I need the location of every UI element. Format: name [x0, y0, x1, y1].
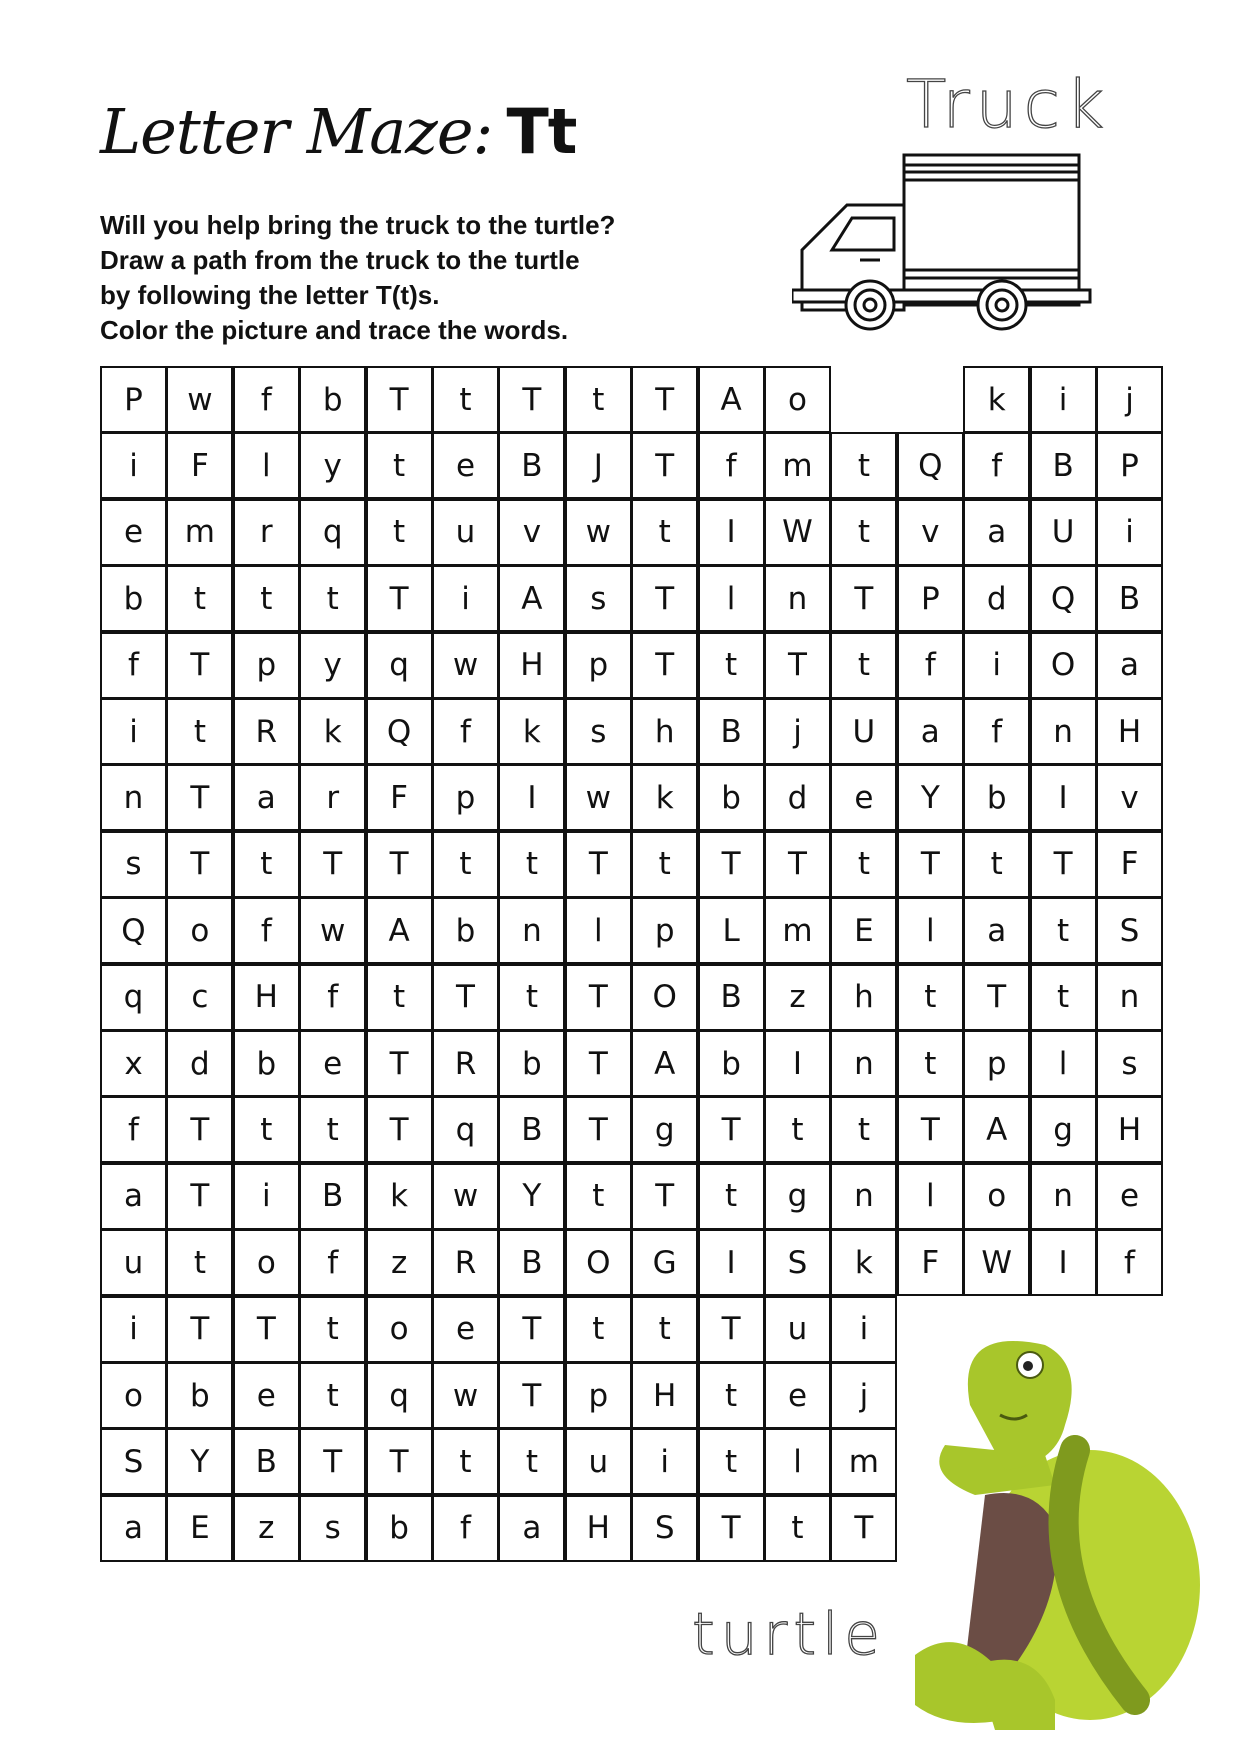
maze-cell[interactable]: t [432, 366, 499, 433]
maze-cell[interactable]: B [1030, 432, 1097, 499]
maze-cell[interactable]: A [698, 366, 765, 433]
maze-cell[interactable]: s [565, 698, 632, 765]
maze-cell[interactable]: T [565, 1030, 632, 1097]
maze-cell[interactable]: k [830, 1229, 897, 1296]
maze-cell[interactable]: S [764, 1229, 831, 1296]
title-letters: Tt [506, 95, 577, 168]
maze-cell[interactable]: U [830, 698, 897, 765]
maze-cell[interactable]: d [764, 764, 831, 831]
maze-cell[interactable]: E [830, 897, 897, 964]
maze-cell[interactable]: T [233, 1296, 300, 1363]
maze-cell[interactable]: t [366, 964, 433, 1031]
maze-cell[interactable]: t [299, 565, 366, 632]
maze-cell[interactable]: T [698, 1495, 765, 1562]
maze-cell[interactable]: l [897, 897, 964, 964]
maze-cell[interactable]: R [233, 698, 300, 765]
maze-cell[interactable]: A [498, 565, 565, 632]
maze-cell[interactable]: w [166, 366, 233, 433]
maze-cell[interactable]: l [233, 432, 300, 499]
maze-cell[interactable]: o [166, 897, 233, 964]
maze-cell[interactable]: T [565, 1096, 632, 1163]
maze-cell[interactable]: t [698, 632, 765, 699]
maze-cell[interactable]: b [366, 1495, 433, 1562]
maze-cell[interactable]: f [963, 698, 1030, 765]
maze-cell[interactable]: f [897, 632, 964, 699]
maze-cell[interactable]: S [100, 1428, 167, 1495]
maze-cell[interactable]: p [432, 764, 499, 831]
maze-cell[interactable]: k [631, 764, 698, 831]
maze-cell[interactable]: a [100, 1163, 167, 1230]
maze-cell[interactable]: i [233, 1163, 300, 1230]
maze-cell[interactable]: o [963, 1163, 1030, 1230]
maze-cell[interactable]: T [897, 831, 964, 898]
maze-cell[interactable]: k [366, 1163, 433, 1230]
maze-cell[interactable]: t [366, 432, 433, 499]
maze-cell[interactable]: q [299, 499, 366, 566]
maze-cell[interactable]: T [698, 831, 765, 898]
maze-cell[interactable]: t [698, 1428, 765, 1495]
maze-cell[interactable]: i [631, 1428, 698, 1495]
maze-cell[interactable]: f [299, 964, 366, 1031]
maze-cell[interactable]: a [498, 1495, 565, 1562]
maze-cell[interactable]: w [565, 764, 632, 831]
maze-cell[interactable]: y [299, 632, 366, 699]
maze-cell[interactable]: q [432, 1096, 499, 1163]
maze-cell[interactable]: P [100, 366, 167, 433]
maze-cell[interactable]: i [100, 1296, 167, 1363]
maze-cell[interactable]: i [1030, 366, 1097, 433]
maze-cell[interactable]: b [233, 1030, 300, 1097]
instruction-line: Color the picture and trace the words. [100, 315, 569, 345]
maze-cell[interactable]: T [565, 831, 632, 898]
maze-cell[interactable]: n [830, 1030, 897, 1097]
maze-cell[interactable]: s [565, 565, 632, 632]
maze-cell[interactable]: T [631, 565, 698, 632]
turtle-illustration[interactable] [915, 1335, 1215, 1735]
maze-cell[interactable]: O [1030, 632, 1097, 699]
maze-cell[interactable]: S [1096, 897, 1163, 964]
maze-cell[interactable]: o [366, 1296, 433, 1363]
maze-cell[interactable]: f [100, 632, 167, 699]
maze-cell[interactable]: m [764, 432, 831, 499]
maze-cell[interactable]: U [1030, 499, 1097, 566]
maze-cell[interactable]: n [100, 764, 167, 831]
maze-cell[interactable]: T [764, 831, 831, 898]
maze-cell[interactable]: e [432, 1296, 499, 1363]
maze-cell[interactable]: j [1096, 366, 1163, 433]
maze-cell[interactable]: T [698, 1296, 765, 1363]
maze-cell[interactable]: T [299, 831, 366, 898]
maze-cell[interactable]: B [698, 964, 765, 1031]
maze-cell[interactable]: d [963, 565, 1030, 632]
maze-cell[interactable]: t [631, 1296, 698, 1363]
maze-cell[interactable]: l [698, 565, 765, 632]
maze-cell[interactable]: w [432, 1163, 499, 1230]
maze-cell[interactable]: f [233, 366, 300, 433]
maze-cell[interactable]: v [498, 499, 565, 566]
trace-word-turtle[interactable]: turtle [692, 1600, 886, 1668]
maze-cell[interactable]: x [100, 1030, 167, 1097]
maze-cell[interactable]: t [299, 1296, 366, 1363]
maze-cell[interactable]: F [897, 1229, 964, 1296]
maze-cell[interactable]: h [830, 964, 897, 1031]
maze-cell[interactable]: v [1096, 764, 1163, 831]
maze-cell[interactable]: T [432, 964, 499, 1031]
maze-cell[interactable]: t [897, 1030, 964, 1097]
maze-cell[interactable]: T [166, 764, 233, 831]
maze-cell[interactable]: T [1030, 831, 1097, 898]
maze-cell[interactable]: w [565, 499, 632, 566]
maze-cell[interactable]: n [1096, 964, 1163, 1031]
maze-cell[interactable]: T [963, 964, 1030, 1031]
maze-cell[interactable]: B [233, 1428, 300, 1495]
maze-cell[interactable]: W [764, 499, 831, 566]
maze-cell[interactable]: r [299, 764, 366, 831]
maze-cell[interactable]: T [698, 1096, 765, 1163]
maze-cell[interactable]: t [166, 565, 233, 632]
maze-cell[interactable]: f [432, 698, 499, 765]
trace-word-truck[interactable]: Truck [906, 66, 1111, 143]
maze-cell[interactable]: b [166, 1362, 233, 1429]
maze-cell[interactable]: g [631, 1096, 698, 1163]
maze-cell[interactable]: i [100, 698, 167, 765]
maze-cell[interactable]: I [698, 1229, 765, 1296]
maze-cell[interactable]: s [299, 1495, 366, 1562]
maze-cell[interactable]: H [233, 964, 300, 1031]
maze-cell[interactable]: t [366, 499, 433, 566]
maze-cell[interactable]: b [100, 565, 167, 632]
maze-cell[interactable]: T [166, 632, 233, 699]
maze-cell[interactable]: f [100, 1096, 167, 1163]
maze-cell[interactable]: H [498, 632, 565, 699]
maze-cell[interactable]: T [498, 366, 565, 433]
maze-cell[interactable]: a [233, 764, 300, 831]
maze-cell[interactable]: q [100, 964, 167, 1031]
maze-cell[interactable]: n [1030, 698, 1097, 765]
maze-cell[interactable]: n [764, 565, 831, 632]
maze-cell[interactable]: t [432, 1428, 499, 1495]
maze-cell[interactable]: o [100, 1362, 167, 1429]
maze-cell[interactable]: e [299, 1030, 366, 1097]
maze-cell[interactable]: l [764, 1428, 831, 1495]
maze-cell[interactable]: G [631, 1229, 698, 1296]
maze-cell[interactable]: t [830, 1096, 897, 1163]
maze-cell[interactable]: T [631, 1163, 698, 1230]
maze-cell[interactable]: q [366, 632, 433, 699]
maze-cell[interactable]: P [897, 565, 964, 632]
maze-cell[interactable]: T [565, 964, 632, 1031]
maze-cell[interactable]: B [299, 1163, 366, 1230]
maze-cell[interactable]: t [565, 366, 632, 433]
maze-cell[interactable]: t [498, 831, 565, 898]
maze-cell[interactable]: f [963, 432, 1030, 499]
maze-cell[interactable]: e [1096, 1163, 1163, 1230]
maze-cell[interactable]: I [1030, 764, 1097, 831]
instruction-line: Draw a path from the truck to the turtle [100, 245, 580, 275]
maze-cell[interactable]: f [233, 897, 300, 964]
maze-cell[interactable]: T [366, 831, 433, 898]
title-main: Letter Maze: [100, 95, 493, 168]
maze-cell[interactable]: P [1096, 432, 1163, 499]
maze-cell[interactable]: B [498, 432, 565, 499]
maze-cell[interactable]: l [1030, 1030, 1097, 1097]
maze-cell[interactable]: p [565, 632, 632, 699]
maze-cell[interactable]: e [830, 764, 897, 831]
maze-cell[interactable]: i [432, 565, 499, 632]
maze-cell[interactable]: T [631, 366, 698, 433]
maze-cell[interactable]: T [166, 1096, 233, 1163]
maze-cell[interactable]: W [963, 1229, 1030, 1296]
maze-cell[interactable]: J [565, 432, 632, 499]
maze-cell[interactable]: f [299, 1229, 366, 1296]
maze-cell[interactable]: b [963, 764, 1030, 831]
maze-cell[interactable]: I [1030, 1229, 1097, 1296]
maze-cell[interactable]: u [100, 1229, 167, 1296]
maze-cell[interactable]: t [698, 1163, 765, 1230]
maze-cell[interactable]: t [830, 831, 897, 898]
maze-cell[interactable]: f [698, 432, 765, 499]
maze-cell[interactable]: a [1096, 632, 1163, 699]
maze-cell[interactable]: T [830, 565, 897, 632]
maze-cell[interactable]: q [366, 1362, 433, 1429]
maze-cell[interactable]: i [100, 432, 167, 499]
instruction-line: Will you help bring the truck to the turtle? [100, 210, 616, 240]
maze-cell[interactable]: o [233, 1229, 300, 1296]
maze-cell[interactable]: j [764, 698, 831, 765]
maze-cell[interactable]: B [698, 698, 765, 765]
maze-cell[interactable]: z [764, 964, 831, 1031]
maze-cell[interactable]: Q [100, 897, 167, 964]
maze-cell[interactable]: p [631, 897, 698, 964]
maze-cell[interactable]: z [233, 1495, 300, 1562]
maze-cell[interactable]: f [432, 1495, 499, 1562]
maze-cell[interactable]: r [233, 499, 300, 566]
maze-cell[interactable]: e [764, 1362, 831, 1429]
maze-cell[interactable]: t [830, 632, 897, 699]
maze-cell[interactable]: H [631, 1362, 698, 1429]
maze-cell[interactable]: Q [1030, 565, 1097, 632]
maze-cell[interactable]: m [166, 499, 233, 566]
maze-cell[interactable]: e [100, 499, 167, 566]
maze-cell[interactable]: t [764, 1495, 831, 1562]
maze-cell[interactable]: t [565, 1163, 632, 1230]
maze-cell[interactable]: m [830, 1428, 897, 1495]
maze-cell[interactable]: T [498, 1296, 565, 1363]
maze-cell[interactable]: T [498, 1362, 565, 1429]
maze-cell[interactable]: h [631, 698, 698, 765]
maze-cell[interactable]: T [366, 1096, 433, 1163]
maze-cell[interactable]: Y [166, 1428, 233, 1495]
maze-cell[interactable]: B [498, 1229, 565, 1296]
maze-cell[interactable]: y [299, 432, 366, 499]
instruction-line: by following the letter T(t)s. [100, 280, 440, 310]
maze-cell[interactable]: T [366, 1030, 433, 1097]
maze-cell[interactable]: T [166, 831, 233, 898]
maze-cell[interactable]: i [830, 1296, 897, 1363]
maze-cell[interactable]: k [498, 698, 565, 765]
maze-cell[interactable]: t [631, 499, 698, 566]
maze-cell[interactable]: p [233, 632, 300, 699]
maze-cell[interactable]: t [166, 1229, 233, 1296]
maze-cell[interactable]: T [366, 366, 433, 433]
maze-cell[interactable]: w [299, 897, 366, 964]
maze-cell[interactable]: k [963, 366, 1030, 433]
maze-cell[interactable]: I [498, 764, 565, 831]
maze-cell[interactable]: o [764, 366, 831, 433]
maze-cell[interactable]: t [299, 1096, 366, 1163]
maze-cell[interactable]: t [764, 1096, 831, 1163]
maze-cell[interactable]: c [166, 964, 233, 1031]
maze-cell[interactable]: t [830, 499, 897, 566]
maze-cell[interactable]: O [565, 1229, 632, 1296]
maze-cell[interactable]: Q [897, 432, 964, 499]
maze-cell[interactable]: t [432, 831, 499, 898]
maze-cell[interactable]: n [498, 897, 565, 964]
maze-cell[interactable]: t [830, 432, 897, 499]
maze-cell[interactable]: t [963, 831, 1030, 898]
maze-cell[interactable]: Q [366, 698, 433, 765]
maze-cell[interactable]: t [233, 831, 300, 898]
maze-cell[interactable]: T [897, 1096, 964, 1163]
maze-cell[interactable]: d [166, 1030, 233, 1097]
maze-cell[interactable]: T [166, 1163, 233, 1230]
maze-cell[interactable]: i [963, 632, 1030, 699]
maze-cell[interactable]: v [897, 499, 964, 566]
maze-cell[interactable]: t [166, 698, 233, 765]
maze-cell[interactable]: k [299, 698, 366, 765]
maze-cell[interactable]: i [1096, 499, 1163, 566]
maze-cell[interactable]: b [432, 897, 499, 964]
maze-cell[interactable]: S [631, 1495, 698, 1562]
maze-cell[interactable]: F [366, 764, 433, 831]
maze-cell[interactable]: b [698, 764, 765, 831]
maze-cell[interactable]: R [432, 1229, 499, 1296]
maze-cell[interactable]: g [1030, 1096, 1097, 1163]
maze-cell[interactable]: p [565, 1362, 632, 1429]
maze-cell[interactable]: A [366, 897, 433, 964]
maze-cell[interactable]: H [1096, 698, 1163, 765]
maze-cell[interactable]: n [1030, 1163, 1097, 1230]
maze-cell[interactable]: t [498, 1428, 565, 1495]
maze-cell[interactable]: a [963, 897, 1030, 964]
maze-cell[interactable]: T [830, 1495, 897, 1562]
maze-cell[interactable]: w [432, 632, 499, 699]
maze-cell[interactable]: u [565, 1428, 632, 1495]
maze-cell[interactable]: H [565, 1495, 632, 1562]
maze-cell[interactable]: I [698, 499, 765, 566]
maze-cell[interactable]: s [100, 831, 167, 898]
maze-cell[interactable]: a [897, 698, 964, 765]
maze-cell[interactable]: E [166, 1495, 233, 1562]
maze-cell[interactable]: u [764, 1296, 831, 1363]
maze-cell[interactable]: l [565, 897, 632, 964]
maze-cell[interactable]: p [963, 1030, 1030, 1097]
maze-cell[interactable]: a [100, 1495, 167, 1562]
maze-cell[interactable]: H [1096, 1096, 1163, 1163]
maze-cell[interactable]: B [1096, 565, 1163, 632]
maze-cell[interactable]: m [764, 897, 831, 964]
maze-cell[interactable]: A [963, 1096, 1030, 1163]
maze-cell[interactable]: w [432, 1362, 499, 1429]
maze-cell[interactable]: b [498, 1030, 565, 1097]
maze-cell[interactable]: I [764, 1030, 831, 1097]
maze-cell[interactable]: t [631, 831, 698, 898]
maze-cell[interactable]: s [1096, 1030, 1163, 1097]
maze-cell[interactable]: f [1096, 1229, 1163, 1296]
maze-cell[interactable]: t [233, 1096, 300, 1163]
maze-cell[interactable]: t [897, 964, 964, 1031]
maze-cell[interactable]: A [631, 1030, 698, 1097]
maze-cell[interactable]: Y [897, 764, 964, 831]
maze-cell[interactable]: T [764, 632, 831, 699]
maze-cell[interactable]: T [166, 1296, 233, 1363]
maze-cell[interactable]: u [432, 499, 499, 566]
maze-cell[interactable]: n [830, 1163, 897, 1230]
maze-cell[interactable]: F [1096, 831, 1163, 898]
maze-cell[interactable]: R [432, 1030, 499, 1097]
maze-cell[interactable]: B [498, 1096, 565, 1163]
maze-cell[interactable]: g [764, 1163, 831, 1230]
maze-cell[interactable]: O [631, 964, 698, 1031]
maze-cell[interactable]: b [698, 1030, 765, 1097]
maze-cell[interactable]: t [698, 1362, 765, 1429]
maze-cell[interactable]: t [233, 565, 300, 632]
maze-cell[interactable]: l [897, 1163, 964, 1230]
maze-cell[interactable]: b [299, 366, 366, 433]
maze-cell[interactable]: t [498, 964, 565, 1031]
maze-cell[interactable]: t [1030, 897, 1097, 964]
maze-cell[interactable]: t [1030, 964, 1097, 1031]
maze-cell[interactable]: T [631, 432, 698, 499]
maze-cell[interactable]: T [631, 632, 698, 699]
maze-cell[interactable]: Y [498, 1163, 565, 1230]
maze-cell[interactable]: e [233, 1362, 300, 1429]
maze-cell[interactable]: e [432, 432, 499, 499]
maze-cell[interactable]: L [698, 897, 765, 964]
maze-cell[interactable]: T [299, 1428, 366, 1495]
maze-cell[interactable]: T [366, 565, 433, 632]
maze-cell[interactable]: F [166, 432, 233, 499]
maze-cell[interactable]: z [366, 1229, 433, 1296]
maze-cell[interactable]: t [565, 1296, 632, 1363]
maze-cell[interactable]: T [366, 1428, 433, 1495]
maze-cell[interactable]: j [830, 1362, 897, 1429]
maze-cell[interactable]: a [963, 499, 1030, 566]
maze-cell[interactable]: t [299, 1362, 366, 1429]
